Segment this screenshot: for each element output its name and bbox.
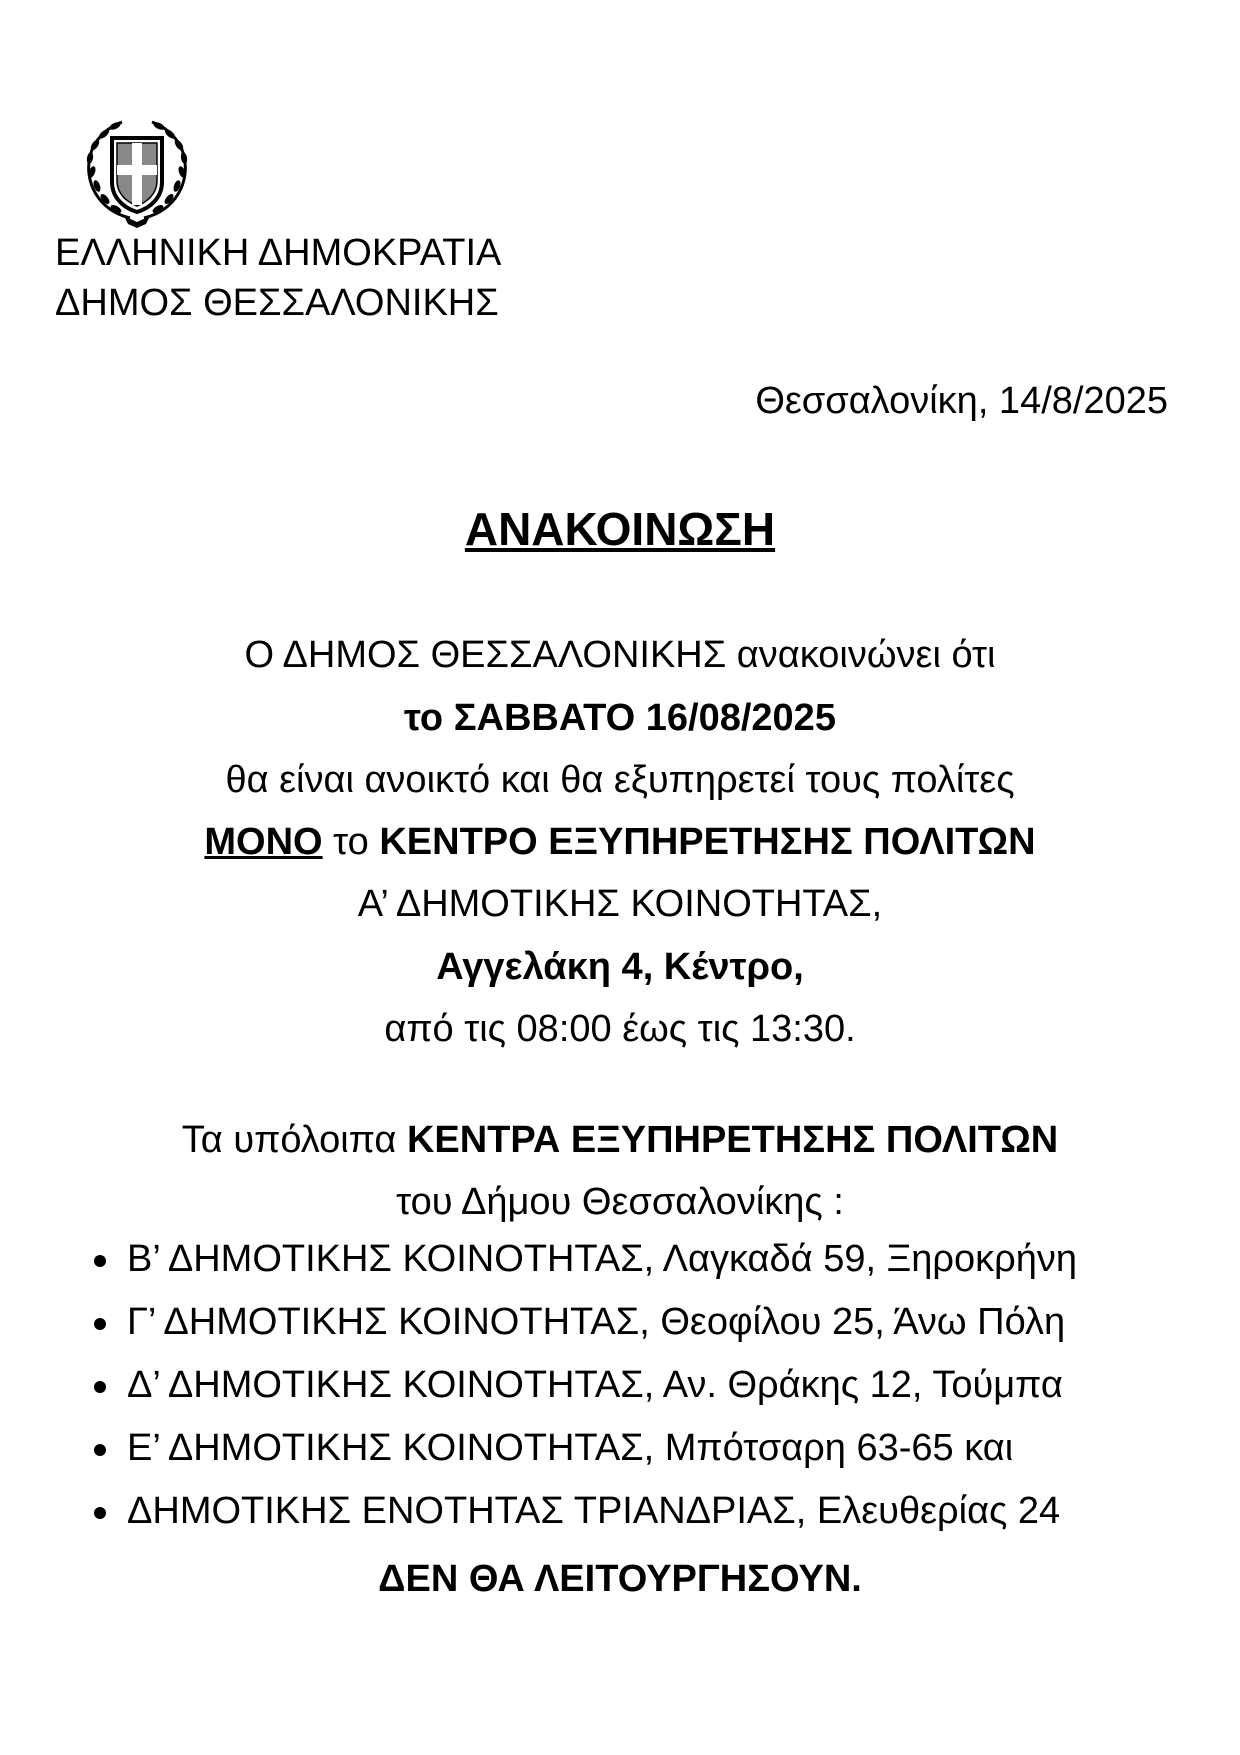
- address: Αγγελάκη 4, Κέντρο,: [436, 946, 804, 988]
- list-item: Γ’ ΔΗΜΟΤΙΚΗΣ ΚΟΙΝΟΤΗΤΑΣ, Θεοφίλου 25, Άνω Πόλη: [92, 1303, 1077, 1366]
- list-item: Ε’ ΔΗΜΟΤΙΚΗΣ ΚΟΙΝΟΤΗΤΑΣ, Μπότσαρη 63-65 και: [92, 1429, 1077, 1492]
- closing-statement: ΔΕΝ ΘΑ ΛΕΙΤΟΥΡΓΗΣΟΥΝ.: [378, 1558, 862, 1600]
- article-text: το: [322, 821, 380, 863]
- list-item: Β’ ΔΗΜΟΤΙΚΗΣ ΚΟΙΝΟΤΗΤΑΣ, Λαγκαδά 59, Ξηροκρήνη: [92, 1240, 1077, 1303]
- header-municipality: ΔΗΜΟΣ ΘΕΣΣΑΛΟΝΙΚΗΣ: [55, 282, 499, 324]
- others-intro-line-2: του Δήμου Θεσσαλονίκης :: [396, 1181, 844, 1223]
- page-title: ΑΝΑΚΟΙΝΩΣΗ: [464, 503, 776, 555]
- others-intro-prefix: Τα υπόλοιπα: [181, 1119, 407, 1161]
- only-emphasis: ΜΟΝΟ: [204, 821, 323, 863]
- header-country: ΕΛΛΗΝΙΚΗ ΔΗΜΟΚΡΑΤΙΑ: [55, 232, 502, 274]
- others-intro: [0, 1121, 1240, 1159]
- others-intro-bold: ΚΕΝΤΡΑ ΕΞΥΠΗΡΕΤΗΣΗΣ ΠΟΛΙΤΩΝ: [406, 1119, 1059, 1161]
- document-date: Θεσσαλονίκη, 14/8/2025: [755, 380, 1168, 422]
- service-center-name: ΚΕΝΤΡΟ ΕΞΥΠΗΡΕΤΗΣΗΣ ΠΟΛΙΤΩΝ: [379, 821, 1036, 863]
- community-name: Α’ ΔΗΜΟΤΙΚΗΣ ΚΟΙΝΟΤΗΤΑΣ,: [357, 883, 883, 925]
- opening-hours: από τις 08:00 έως τις 13:30.: [384, 1008, 856, 1050]
- announcement-line-3: θα είναι ανοικτό και θα εξυπηρετεί τους πολίτες: [225, 759, 1015, 801]
- closed-centers-list: [92, 1240, 1077, 1555]
- coat-of-arms-icon: [78, 112, 196, 230]
- announcement-date: το ΣΑΒΒΑΤΟ 16/08/2025: [404, 697, 836, 739]
- list-item: ΔΗΜΟΤΙΚΗΣ ΕΝΟΤΗΤΑΣ ΤΡΙΑΝΔΡΙΑΣ, Ελευθερίας 24: [92, 1492, 1077, 1555]
- announcement-line-4: [0, 823, 1240, 861]
- announcement-line-1: Ο ΔΗΜΟΣ ΘΕΣΣΑΛΟΝΙΚΗΣ ανακοινώνει ότι: [244, 634, 996, 676]
- list-item: Δ’ ΔΗΜΟΤΙΚΗΣ ΚΟΙΝΟΤΗΤΑΣ, Αν. Θράκης 12, Τούμπα: [92, 1366, 1077, 1429]
